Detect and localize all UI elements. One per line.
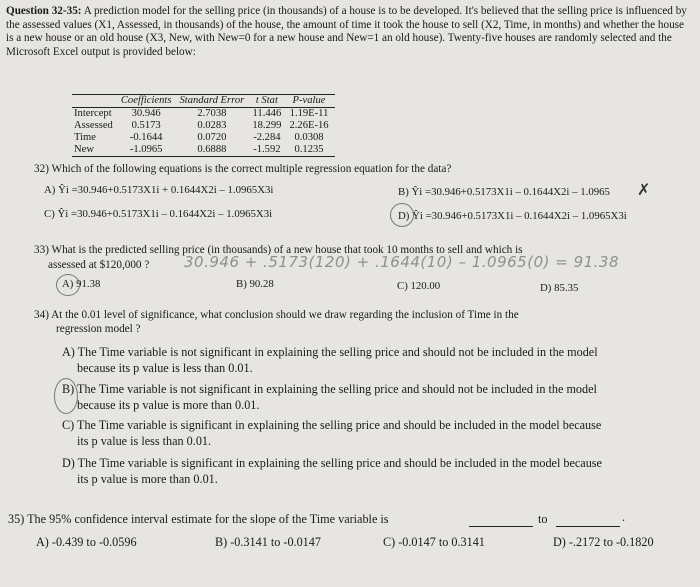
q32-option-d: D) Ŷi =30.946+0.5173X1i – 0.1644X2i – 1.0965X3i [398, 210, 627, 222]
handwritten-calculation: 30.946 + .5173(120) + .1644(10) – 1.0965(0) = 91.38 [184, 253, 620, 271]
q34-option-d: D) The Time variable is significant in explaining the selling price and should be included in the model because [62, 456, 602, 470]
q33-option-c: C) 120.00 [397, 280, 441, 292]
table-row [72, 144, 335, 157]
table-row [72, 132, 335, 144]
cross-mark-icon: ✗ [637, 180, 651, 199]
q35-option-c: C) -0.0147 to 0.3141 [383, 535, 485, 549]
answer-circle-icon [56, 274, 80, 296]
q33-stem-continued: assessed at $120,000 ? [48, 259, 150, 271]
q34-stem: 34) At the 0.01 level of significance, what conclusion should we draw regarding the inclusion of Time in the [34, 309, 519, 321]
regression-output-table [72, 94, 335, 157]
table-header: P-value [287, 95, 334, 108]
q34-option-d-continued: its p value is more than 0.01. [77, 472, 218, 486]
table-cell: 0.5173 [131, 120, 161, 131]
table-cell: Intercept [74, 108, 112, 119]
q34-option-c: C) The Time variable is significant in explaining the selling price and should be included in the model because [62, 418, 602, 432]
table-cell: 0.0308 [294, 132, 324, 143]
table-cell: Assessed [74, 120, 113, 131]
q32-option-a: A) Ŷi =30.946+0.5173X1i + 0.1644X2i – 1.0965X3i [44, 184, 274, 196]
q33-option-a: A) 91.38 [62, 278, 101, 290]
q34-option-b-continued: because its p value is more than 0.01. [77, 398, 260, 412]
q34-stem-continued: regression model ? [56, 323, 141, 335]
table-header [72, 95, 119, 108]
table-header: Coefficients [119, 95, 178, 108]
table-row [72, 120, 335, 132]
table-cell: New [72, 144, 119, 157]
table-cell: 0.6888 [177, 144, 250, 157]
q35-to: to [538, 512, 548, 526]
intro-label: Question 32-35: [6, 5, 82, 17]
table-cell: 2.7038 [197, 108, 227, 119]
table-cell: 18.299 [252, 120, 282, 131]
q32-option-c: C) Ŷi =30.946+0.5173X1i – 0.1644X2i – 1.0965X3i [44, 208, 273, 220]
q35-period: . [622, 510, 626, 524]
q34-option-a: A) The Time variable is not significant in explaining the selling price and should not be included in the model [62, 345, 598, 359]
intro-paragraph [6, 5, 694, 59]
table-header: Standard Error [177, 95, 250, 108]
table-header: t Stat [250, 95, 287, 108]
q35-stem: 35) The 95% confidence interval estimate for the slope of the Time variable is [8, 512, 389, 526]
answer-blank [469, 526, 533, 527]
answer-circle-icon [390, 203, 414, 227]
q33-stem: 33) What is the predicted selling price (in thousands) of a new house that took 10 months to sell and which is [34, 244, 523, 256]
table-cell: 11.446 [252, 108, 282, 119]
table-cell: -0.1644 [129, 132, 163, 143]
table-cell: 0.0283 [197, 120, 227, 131]
table-cell: 30.946 [131, 108, 161, 119]
answer-blank [556, 526, 620, 527]
table-cell: -1.592 [250, 144, 287, 157]
q34-option-c-continued: its p value is less than 0.01. [77, 434, 212, 448]
table-cell: Time [74, 132, 96, 143]
table-row [72, 108, 335, 121]
q35-option-d: D) -.2172 to -0.1820 [553, 535, 654, 549]
table-cell: -1.0965 [119, 144, 178, 157]
q34-option-b: B) The Time variable is not significant in explaining the selling price and should not be included in the model [62, 382, 597, 396]
q33-option-d: D) 85.35 [540, 282, 579, 294]
q33-option-b: B) 90.28 [236, 278, 274, 290]
q35-option-a: A) -0.439 to -0.0596 [36, 535, 137, 549]
table-cell: 1.19E-11 [289, 108, 329, 119]
table-cell: -2.284 [253, 132, 281, 143]
table-cell: 2.26E-16 [289, 120, 329, 131]
answer-circle-icon [54, 378, 78, 414]
table-header-row [72, 95, 335, 108]
table-cell: 0.0720 [197, 132, 227, 143]
intro-text: A prediction model for the selling price (in thousands) of a house is to be developed. It's believed that the selling price is influenced by the assessed values (X1, Assessed, in thousands) of the house, the amount of time it took the house to sell (X2, Time, in months) and whether the house is a new house or an old house (X3, New, with New=0 for a new house and New=1 an old house). Twenty-five houses are randomly selected and the Microsoft Excel output is provided below: [6, 5, 687, 58]
q34-option-a-continued: because its p value is less than 0.01. [77, 361, 253, 375]
q32-stem: 32) Which of the following equations is the correct multiple regression equation for the data? [34, 163, 452, 175]
table-cell: 0.1235 [287, 144, 334, 157]
q32-option-b: B) Ŷi =30.946+0.5173X1i – 0.1644X2i – 1.0965 [398, 186, 610, 198]
q35-option-b: B) -0.3141 to -0.0147 [215, 535, 321, 549]
